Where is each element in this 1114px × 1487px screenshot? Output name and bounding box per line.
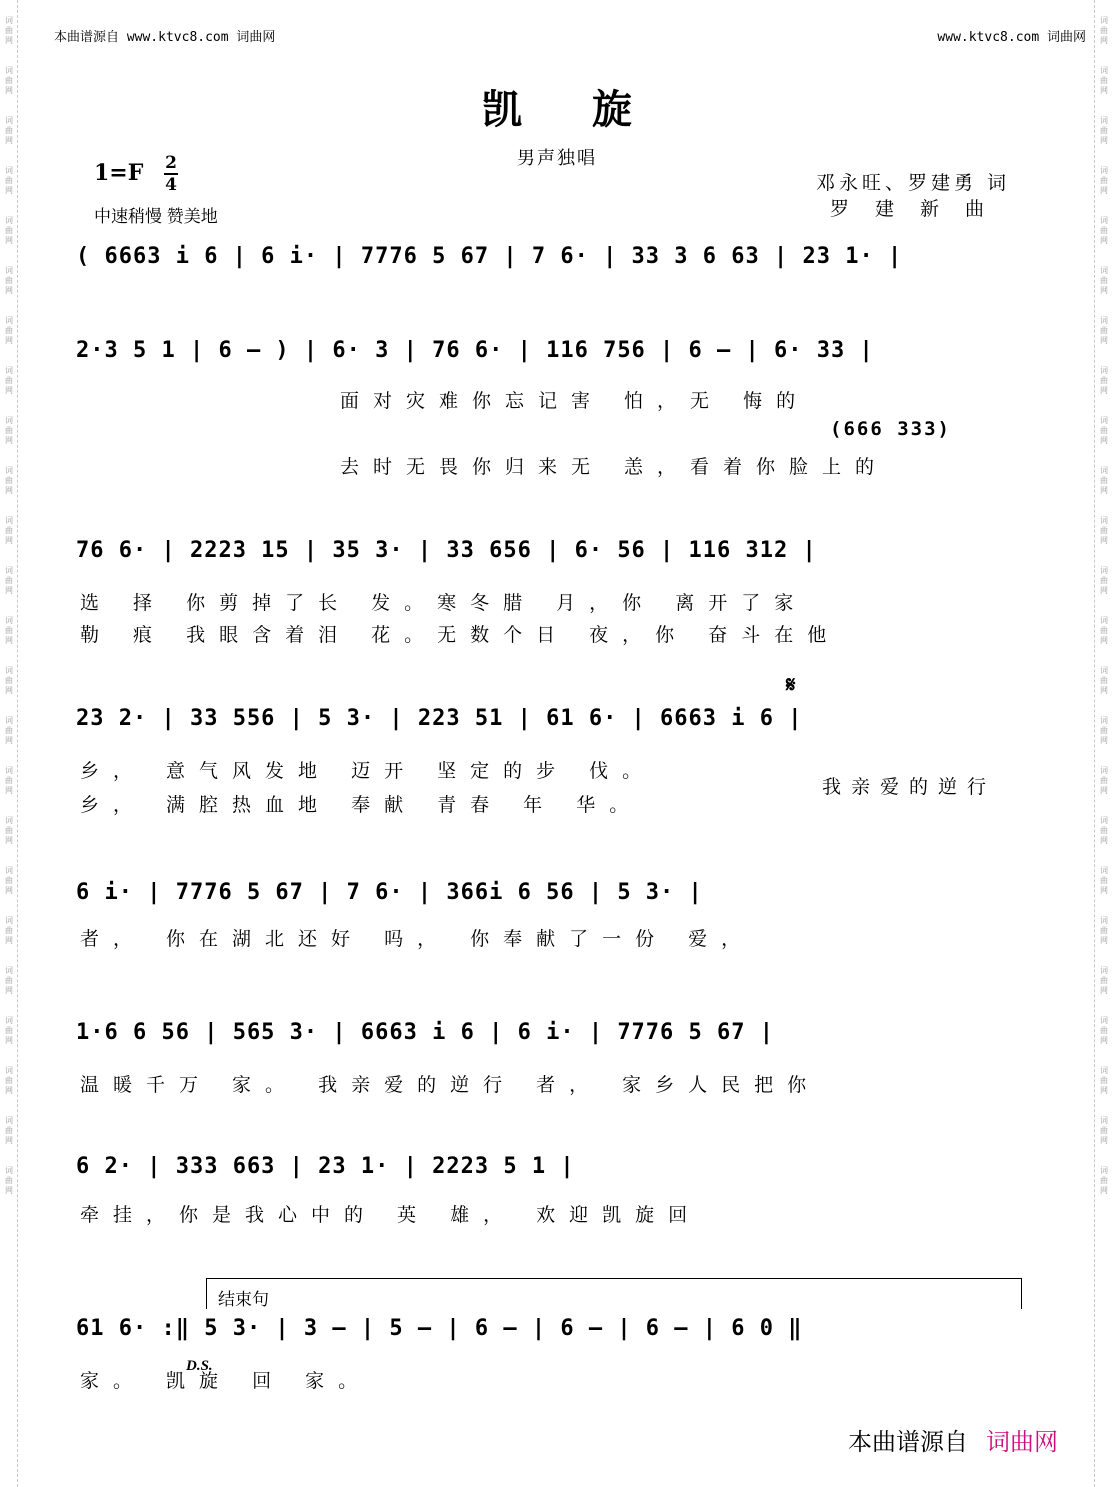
lyric-line: 去时无畏你归来无 恙，看着你脸上的	[340, 456, 889, 478]
time-signature-top: 2	[165, 153, 177, 173]
watermark-glyph: 词 曲 网	[1100, 466, 1108, 495]
ending-label: 结束句	[218, 1290, 269, 1309]
watermark-glyph: 词 曲 网	[5, 566, 13, 595]
watermark-glyph: 词 曲 网	[5, 316, 13, 345]
watermark-glyph: 词 曲 网	[1100, 16, 1108, 45]
time-signature	[164, 154, 178, 194]
watermark-glyph: 词 曲 网	[5, 716, 13, 745]
score-notes: 6 i· | 7776 5 67 | 7 6· | 366i 6 56 | 5 3· |	[76, 880, 703, 905]
watermark-glyph: 词 曲 网	[5, 1016, 13, 1045]
watermark-glyph: 词 曲 网	[1100, 566, 1108, 595]
tempo-marking: 中速稍慢 赞美地	[94, 207, 218, 226]
score-notes: 61 6· :‖ 5 3· | 3 – | 5 – | 6 – | 6 – | 6 – | 6 0 ‖	[76, 1316, 803, 1341]
footer-text: 本曲谱源自	[848, 1429, 968, 1456]
watermark-glyph: 词 曲 网	[1100, 366, 1108, 395]
watermark-glyph: 词 曲 网	[1100, 966, 1108, 995]
lyric-line: 家。 凯旋 回 家。	[80, 1370, 372, 1392]
score-notes: ( 6663 i 6 | 6 i· | 7776 5 67 | 7 6· | 33 3 6 63 | 23 1· |	[76, 244, 903, 269]
watermark-glyph: 词 曲 网	[5, 666, 13, 695]
watermark-glyph: 词 曲 网	[1100, 666, 1108, 695]
watermark-glyph: 词 曲 网	[1100, 416, 1108, 445]
watermark-glyph: 词 曲 网	[1100, 1016, 1108, 1045]
ending-bracket	[206, 1278, 1022, 1309]
watermark-glyph: 词 曲 网	[5, 1066, 13, 1095]
score-notes: 76 6· | 2223 15 | 35 3· | 33 656 | 6· 56 | 116 312 |	[76, 538, 817, 563]
watermark-glyph: 词 曲 网	[5, 116, 13, 145]
lyric-line: (666 333)	[830, 418, 951, 440]
watermark-glyph: 词 曲 网	[1100, 66, 1108, 95]
lyric-line: 温暖千万 家。 我亲爱的逆行 者， 家乡人民把你	[80, 1074, 821, 1096]
score-row-8	[76, 1312, 1032, 1352]
score-row-4	[76, 702, 1032, 742]
header-source-left: 本曲谱源自 www.ktvc8.com 词曲网	[54, 30, 276, 45]
score-row-7	[76, 1150, 1032, 1190]
right-watermark-strip	[1094, 0, 1112, 1487]
lyric-line: 牵挂，你是我心中的 英 雄， 欢迎凯旋回	[80, 1204, 702, 1226]
watermark-glyph: 词 曲 网	[5, 916, 13, 945]
watermark-glyph: 词 曲 网	[5, 1116, 13, 1145]
score-notes: 6 2· | 333 663 | 23 1· | 2223 5 1 |	[76, 1154, 575, 1179]
watermark-glyph: 词 曲 网	[1100, 716, 1108, 745]
footer-site-link[interactable]: 词曲网	[986, 1429, 1058, 1456]
dal-segno-mark: D.S.	[186, 1358, 213, 1374]
watermark-glyph: 词 曲 网	[5, 766, 13, 795]
footer-source	[848, 1422, 1058, 1457]
score-row-5	[76, 876, 1032, 916]
watermark-glyph: 词 曲 网	[5, 366, 13, 395]
watermark-glyph: 词 曲 网	[5, 166, 13, 195]
watermark-glyph: 词 曲 网	[1100, 166, 1108, 195]
watermark-glyph: 词 曲 网	[1100, 1116, 1108, 1145]
watermark-glyph: 词 曲 网	[5, 66, 13, 95]
header-source-right: www.ktvc8.com 词曲网	[937, 30, 1086, 45]
watermark-glyph: 词 曲 网	[5, 416, 13, 445]
lyric-line: 乡， 意气风发地 迈开 坚定的步 伐。	[80, 760, 656, 782]
watermark-glyph: 词 曲 网	[1100, 516, 1108, 545]
watermark-glyph: 词 曲 网	[5, 466, 13, 495]
left-watermark-strip	[0, 0, 18, 1487]
lyric-line: 我亲爱的逆行	[822, 776, 997, 798]
lyric-line: 选 择 你剪掉了长 发。寒冬腊 月，你 离开了家	[80, 592, 808, 614]
lyric-line: 者， 你在湖北还好 吗， 你奉献了一份 爱，	[80, 928, 755, 950]
watermark-glyph: 词 曲 网	[5, 516, 13, 545]
watermark-glyph: 词 曲 网	[5, 616, 13, 645]
watermark-glyph: 词 曲 网	[1100, 316, 1108, 345]
watermark-glyph: 词 曲 网	[1100, 1166, 1108, 1195]
lyric-line: 乡， 满腔热血地 奉献 青春 年 华。	[80, 794, 643, 816]
score-notes: 23 2· | 33 556 | 5 3· | 223 51 | 61 6· | 6663 i 6 |	[76, 706, 803, 731]
composer-credit: 罗建新曲	[829, 198, 1010, 220]
score-row-6	[76, 1016, 1032, 1056]
watermark-glyph: 词 曲 网	[5, 266, 13, 295]
song-subtitle: 男声独唱	[517, 148, 597, 169]
key-signature: 1=F	[94, 160, 144, 186]
lyric-line: 勒 痕 我眼含着泪 花。无数个日 夜，你 奋斗在他	[80, 624, 841, 646]
watermark-glyph: 词 曲 网	[5, 966, 13, 995]
watermark-glyph: 词 曲 网	[1100, 916, 1108, 945]
lyricist-credit: 邓永旺、罗建勇 词	[815, 172, 1010, 194]
lyric-line: 面对灾难你忘记害 怕，无 悔的	[340, 390, 810, 412]
time-signature-bottom: 4	[165, 175, 177, 195]
watermark-glyph: 词 曲 网	[5, 866, 13, 895]
score-notes: 1·6 6 56 | 565 3· | 6663 i 6 | 6 i· | 7776 5 67 |	[76, 1020, 775, 1045]
watermark-glyph: 词 曲 网	[1100, 1066, 1108, 1095]
score-row-3	[76, 534, 1032, 574]
watermark-glyph: 词 曲 网	[1100, 216, 1108, 245]
watermark-glyph: 词 曲 网	[5, 1166, 13, 1195]
watermark-glyph: 词 曲 网	[5, 216, 13, 245]
watermark-glyph: 词 曲 网	[1100, 866, 1108, 895]
segno-sign: 𝄋	[786, 672, 796, 698]
score-notes: 2·3 5 1 | 6 – ) | 6· 3 | 76 6· | 116 756 | 6 – | 6· 33 |	[76, 338, 874, 363]
watermark-glyph: 词 曲 网	[5, 816, 13, 845]
watermark-glyph: 词 曲 网	[1100, 816, 1108, 845]
song-title: 凯旋	[482, 86, 702, 133]
watermark-glyph: 词 曲 网	[1100, 116, 1108, 145]
score-row-2	[76, 334, 1032, 374]
watermark-glyph: 词 曲 网	[1100, 616, 1108, 645]
score-row-1	[76, 240, 1032, 280]
watermark-glyph: 词 曲 网	[1100, 266, 1108, 295]
watermark-glyph: 词 曲 网	[5, 16, 13, 45]
watermark-glyph: 词 曲 网	[1100, 766, 1108, 795]
